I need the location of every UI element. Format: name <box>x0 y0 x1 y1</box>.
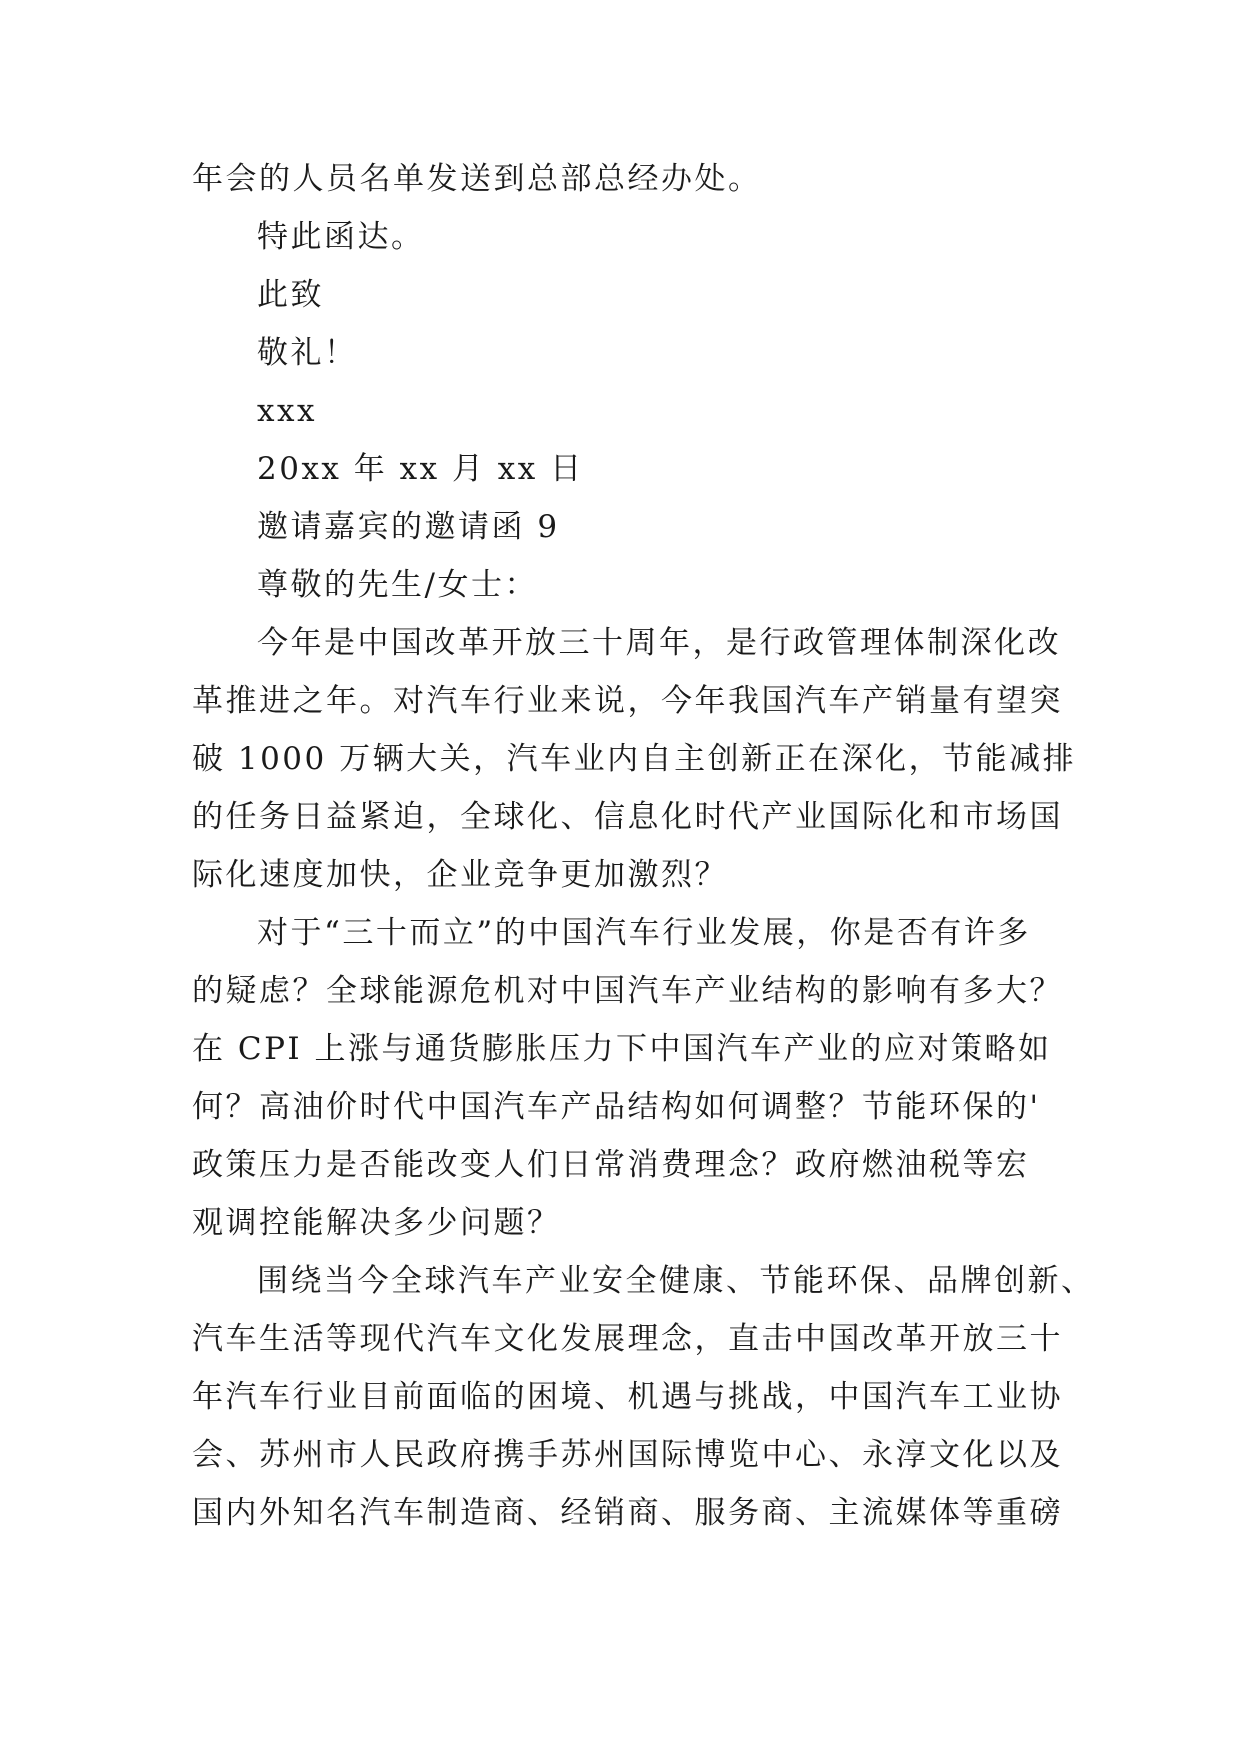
text-line: 特此函达。 <box>257 219 425 255</box>
text-line: 国内外知名汽车制造商、经销商、服务商、主流媒体等重磅 <box>192 1495 1063 1531</box>
text-line: 观调控能解决多少问题？ <box>192 1205 561 1241</box>
salutation: 尊敬的先生/女士： <box>257 567 538 603</box>
text-line: 的疑虑？全球能源危机对中国汽车产业结构的影响有多大？ <box>192 973 1063 1009</box>
text-line: 年会的人员名单发送到总部总经办处。 <box>192 161 762 197</box>
text-line: 围绕当今全球汽车产业安全健康、节能环保、品牌创新、 <box>257 1263 1095 1299</box>
text-line: 会、苏州市人民政府携手苏州国际博览中心、永淳文化以及 <box>192 1437 1063 1473</box>
text-line: 的任务日益紧迫，全球化、信息化时代产业国际化和市场国 <box>192 799 1063 835</box>
section-title: 邀请嘉宾的邀请函 9 <box>257 509 560 545</box>
text-line: 年汽车行业目前面临的困境、机遇与挑战，中国汽车工业协 <box>192 1379 1063 1415</box>
text-line: 何？高油价时代中国汽车产品结构如何调整？节能环保的' <box>192 1089 1041 1125</box>
text-line: 际化速度加快，企业竞争更加激烈？ <box>192 857 728 893</box>
text-line: 敬礼！ <box>257 335 358 371</box>
text-line: 今年是中国改革开放三十周年，是行政管理体制深化改 <box>257 625 1061 661</box>
text-line: 汽车生活等现代汽车文化发展理念，直击中国改革开放三十 <box>192 1321 1063 1357</box>
text-line: 革推进之年。对汽车行业来说，今年我国汽车产销量有望突 <box>192 683 1063 719</box>
document-body <box>192 150 1095 1542</box>
text-line: 在 CPI 上涨与通货膨胀压力下中国汽车产业的应对策略如 <box>192 1031 1052 1067</box>
text-line: 对于“三十而立”的中国汽车行业发展，你是否有许多 <box>257 915 1031 951</box>
text-line: xxx <box>257 393 317 429</box>
text-line: 此致 <box>257 277 324 313</box>
date-line: 20xx 年 xx 月 xx 日 <box>257 451 584 487</box>
text-line: 政策压力是否能改变人们日常消费理念？政府燃油税等宏 <box>192 1147 1030 1183</box>
text-line: 破 1000 万辆大关，汽车业内自主创新正在深化，节能减排 <box>192 741 1077 777</box>
